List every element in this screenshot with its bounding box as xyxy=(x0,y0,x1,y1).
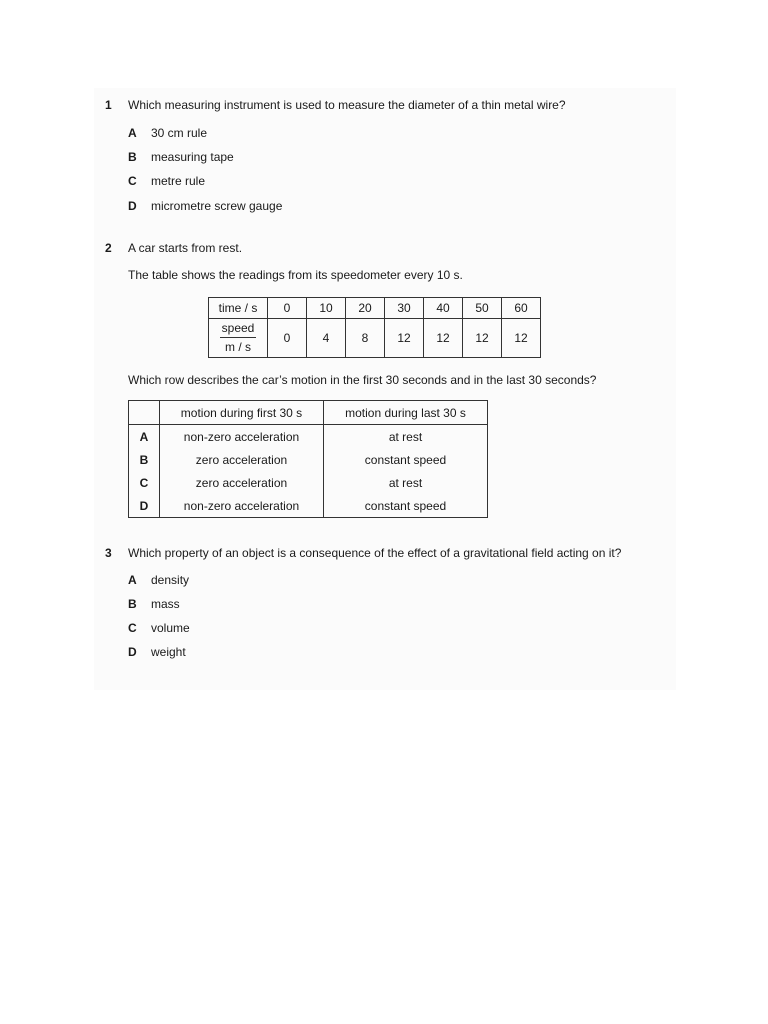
speed-cell: 8 xyxy=(346,319,385,358)
option-text: metre rule xyxy=(151,174,206,188)
motion-header-first: motion during first 30 s xyxy=(160,401,324,425)
option-text: mass xyxy=(151,597,180,611)
option-text: volume xyxy=(151,621,190,635)
question-text: A car starts from rest. xyxy=(128,241,243,255)
time-cell: 10 xyxy=(307,298,346,319)
time-cell: 20 xyxy=(346,298,385,319)
time-cell: 0 xyxy=(268,298,307,319)
time-cell: 60 xyxy=(502,298,541,319)
option-letter: A xyxy=(128,126,137,140)
motion-header-last: motion during last 30 s xyxy=(324,401,488,425)
question-number: 2 xyxy=(105,241,112,255)
speed-cell: 12 xyxy=(424,319,463,358)
question-text-continued: The table shows the readings from its speedometer every 10 s. xyxy=(128,268,463,282)
option-text: density xyxy=(151,573,190,587)
row-last-motion: at rest xyxy=(324,425,488,449)
option-letter: B xyxy=(128,597,137,611)
option-letter: D xyxy=(128,645,137,659)
option-text: micrometre screw gauge xyxy=(151,199,283,213)
row-last-motion: constant speed xyxy=(324,494,488,518)
motion-header-blank xyxy=(129,401,160,425)
row-last-motion: at rest xyxy=(324,471,488,494)
row-letter: C xyxy=(129,471,160,494)
time-cell: 30 xyxy=(385,298,424,319)
speed-cell: 4 xyxy=(307,319,346,358)
option-text: weight xyxy=(151,645,186,659)
question-text: Which measuring instrument is used to measure the diameter of a thin metal wire? xyxy=(128,98,566,112)
row-first-motion: non-zero acceleration xyxy=(160,425,324,449)
row-last-motion: constant speed xyxy=(324,448,488,471)
question-number: 3 xyxy=(105,546,112,560)
option-letter: C xyxy=(128,174,137,188)
question-text-continued: Which row describes the car’s motion in the first 30 seconds and in the last 30 seconds? xyxy=(128,373,597,387)
speedometer-table xyxy=(208,297,541,358)
option-letter: C xyxy=(128,621,137,635)
motion-answer-table xyxy=(128,400,488,518)
question-number: 1 xyxy=(105,98,112,112)
speed-cell: 12 xyxy=(385,319,424,358)
speed-cell: 12 xyxy=(463,319,502,358)
time-header: time / s xyxy=(209,298,268,319)
speed-cell: 12 xyxy=(502,319,541,358)
speed-header-bottom: m / s xyxy=(224,340,251,354)
row-letter: A xyxy=(129,425,160,449)
option-letter: B xyxy=(128,150,137,164)
speed-header xyxy=(209,319,268,358)
time-cell: 40 xyxy=(424,298,463,319)
row-first-motion: zero acceleration xyxy=(160,448,324,471)
option-letter: A xyxy=(128,573,137,587)
row-first-motion: zero acceleration xyxy=(160,471,324,494)
question-text: Which property of an object is a consequence of the effect of a gravitational field acting on it? xyxy=(128,546,622,560)
speed-header-top: speed xyxy=(220,321,257,338)
row-letter: D xyxy=(129,494,160,518)
row-letter: B xyxy=(129,448,160,471)
speed-cell: 0 xyxy=(268,319,307,358)
option-letter: D xyxy=(128,199,137,213)
time-cell: 50 xyxy=(463,298,502,319)
option-text: measuring tape xyxy=(151,150,234,164)
row-first-motion: non-zero acceleration xyxy=(160,494,324,518)
option-text: 30 cm rule xyxy=(151,126,208,140)
